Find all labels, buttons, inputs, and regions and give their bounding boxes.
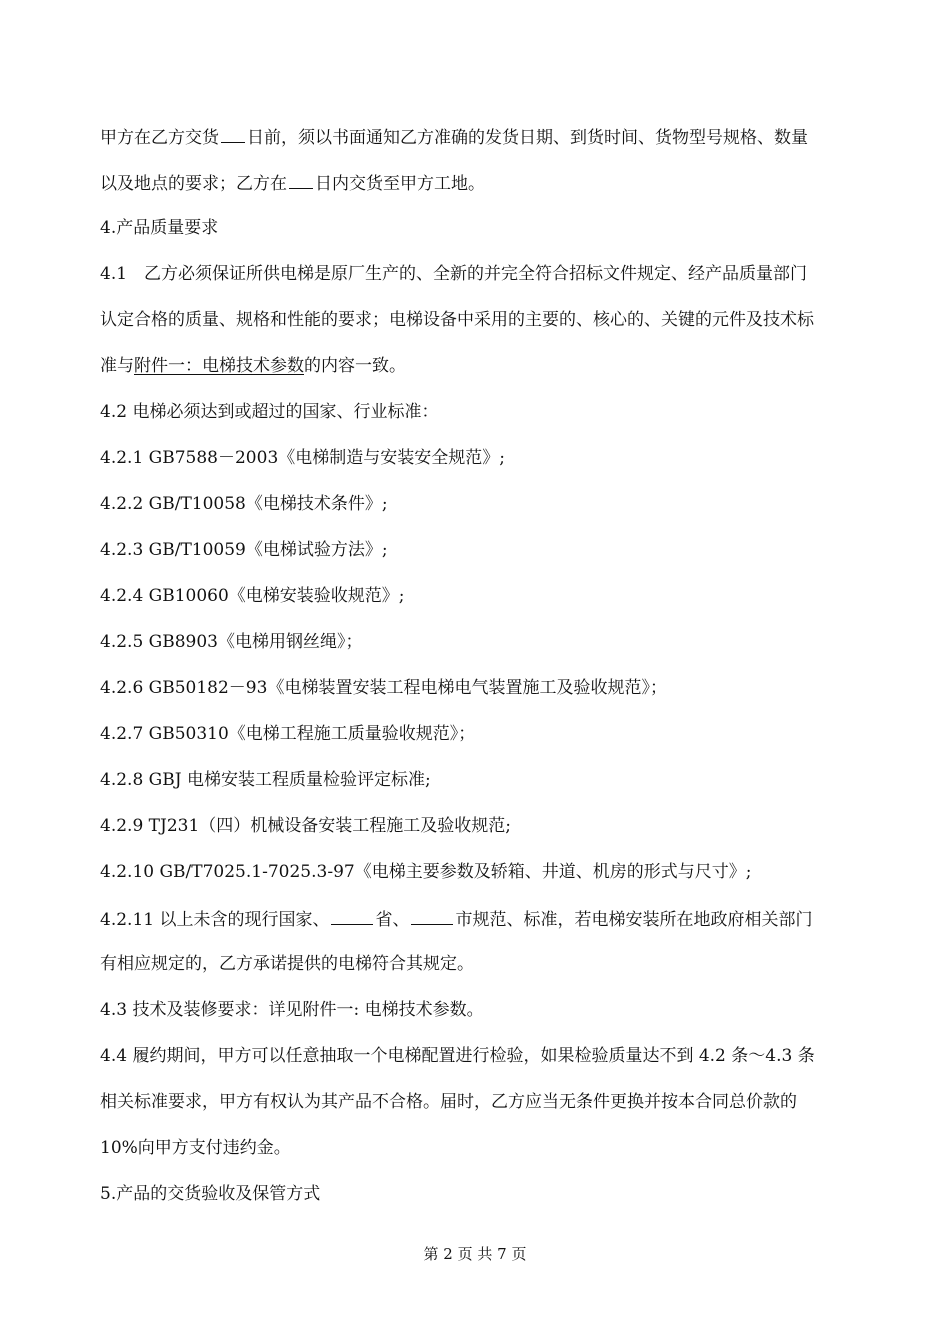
- delivery-notice-line-2: [100, 168, 860, 196]
- page-number-footer: 第 2 页 共 7 页: [423, 1245, 527, 1263]
- clause-4-2-11-line-2: 有相应规定的，乙方承诺提供的电梯符合其规定。: [100, 954, 474, 974]
- clause-4-2-3: 4.2.3 GB/T10059《电梯试验方法》;: [100, 540, 388, 560]
- text-segment: 日前，须以书面通知乙方准确的发货日期、到货时间、货物型号规格、数量: [247, 128, 808, 148]
- clause-4-1-line-1: 4.1 乙方必须保证所供电梯是原厂生产的、全新的并完全符合招标文件规定、经产品质量部门: [100, 264, 808, 284]
- clause-4-2-11-line-1: [100, 904, 860, 932]
- clause-4-2: 4.2 电梯必须达到或超过的国家、行业标准：: [100, 402, 439, 422]
- clause-4-2-5: 4.2.5 GB8903《电梯用钢丝绳》；: [100, 632, 363, 652]
- text-segment: 准与: [100, 356, 134, 376]
- text-segment: 以及地点的要求；乙方在: [100, 174, 287, 194]
- clause-4-2-2: 4.2.2 GB/T10058《电梯技术条件》;: [100, 494, 388, 514]
- fill-blank-province[interactable]: [331, 904, 373, 925]
- clause-4-4-line-2: 相关标准要求，甲方有权认为其产品不合格。届时，乙方应当无条件更换并按本合同总价款的: [100, 1092, 797, 1112]
- clause-4-1-line-2: 认定合格的质量、规格和性能的要求；电梯设备中采用的主要的、核心的、关键的元件及技术标: [100, 310, 814, 330]
- clause-4-2-6: 4.2.6 GB50182－93《电梯装置安装工程电梯电气装置施工及验收规范》；: [100, 678, 667, 698]
- text-segment: 的内容一致。: [304, 356, 406, 376]
- clause-4-4-line-1: 4.4 履约期间，甲方可以任意抽取一个电梯配置进行检验，如果检验质量达不到 4.2 条～4.3 条: [100, 1046, 815, 1066]
- clause-4-2-4: 4.2.4 GB10060《电梯安装验收规范》;: [100, 586, 405, 606]
- text-segment: 省、: [375, 910, 410, 930]
- text-segment: 甲方在乙方交货: [100, 128, 219, 148]
- attachment-reference-link[interactable]: 附件一：电梯技术参数: [134, 356, 304, 376]
- text-segment: 4.2.11 以上未含的现行国家、: [100, 910, 330, 930]
- clause-4-2-10: 4.2.10 GB/T7025.1-7025.3-97《电梯主要参数及轿箱、井道、机房的形式与尺寸》;: [100, 862, 752, 882]
- fill-blank-days-before[interactable]: [221, 122, 245, 143]
- clause-4-2-1: 4.2.1 GB7588－2003《电梯制造与安装安全规范》;: [100, 448, 505, 468]
- fill-blank-delivery-days[interactable]: [289, 168, 313, 189]
- delivery-notice-line-1: [100, 122, 860, 150]
- clause-4-2-7: 4.2.7 GB50310《电梯工程施工质量验收规范》；: [100, 724, 476, 744]
- text-segment: 日内交货至甲方工地。: [315, 174, 485, 194]
- clause-4-2-9: 4.2.9 TJ231（四）机械设备安装工程施工及验收规范;: [100, 816, 511, 836]
- clause-4-1-line-3: [100, 352, 860, 380]
- clause-4-4-line-3: 10%向甲方支付违约金。: [100, 1138, 291, 1158]
- fill-blank-city[interactable]: [411, 904, 453, 925]
- section-5-heading: 5.产品的交货验收及保管方式: [100, 1184, 321, 1204]
- clause-4-2-8: 4.2.8 GBJ 电梯安装工程质量检验评定标准;: [100, 770, 431, 790]
- clause-4-3: 4.3 技术及装修要求：详见附件一: 电梯技术参数。: [100, 1000, 484, 1020]
- section-4-heading: 4.产品质量要求: [100, 218, 219, 238]
- text-segment: 市规范、标准，若电梯安装所在地政府相关部门: [455, 910, 813, 930]
